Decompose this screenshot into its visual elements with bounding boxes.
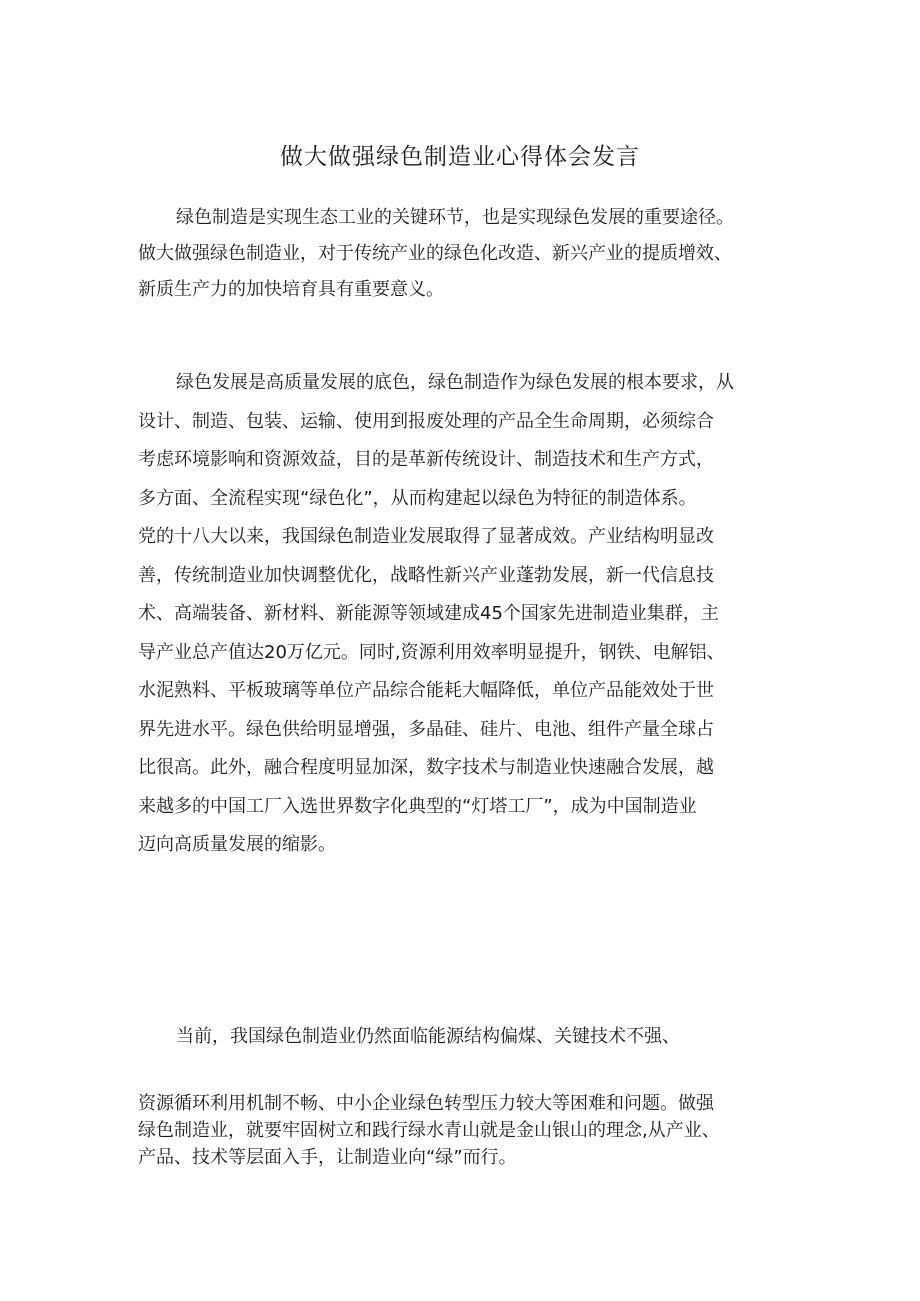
text-line: 界先进水平。绿色供给明显增强，多晶硅、硅片、电池、组件产量全球占: [138, 718, 714, 740]
text-line: 迈向高质量发展的缩影。: [138, 834, 336, 855]
text-line: 做大做强绿色制造业，对于传统产业的绿色化改造、新兴产业的提质增效、: [138, 243, 732, 264]
text-line: 水泥熟料、平板玻璃等单位产品综合能耗大幅降低，单位产品能效处于世: [138, 680, 714, 701]
text-line: 多方面、全流程实现“绿色化”，从而构建起以绿色为特征的制造体系。: [138, 487, 697, 509]
text-line: 比很高。此外，融合程度明显加深，数字技术与制造业快速融合发展，越: [138, 757, 714, 778]
text-line: 来越多的中国工厂入选世界数字化典型的“灯塔工厂”，成为中国制造业: [138, 795, 697, 817]
text-line: 善，传统制造业加快调整优化，战略性新兴产业蓬勃发展，新一代信息技: [138, 564, 714, 586]
text-line: 绿色制造业，就要牢固树立和践行绿水青山就是金山银山的理念,从产业、: [138, 1120, 720, 1141]
text-line: 党的十八大以来，我国绿色制造业发展取得了显著成效。产业结构明显改: [138, 526, 714, 547]
text-line: 导产业总产值达20万亿元。同时,资源利用效率明显提升，钢铁、电解铝、: [138, 641, 725, 663]
paragraph-challenges: [138, 1019, 798, 1055]
text-line: 绿色制造是实现生态工业的关键环节，也是实现绿色发展的重要途径。: [176, 207, 734, 228]
text-line: 新质生产力的加快培育具有重要意义。: [138, 279, 444, 300]
paragraph-approach: [138, 1090, 798, 1171]
paragraph-intro: [138, 200, 798, 308]
text-line: 产品、技术等层面入手，让制造业向“绿”而行。: [138, 1147, 517, 1168]
text-line: 设计、制造、包装、运输、使用到报废处理的产品全生命周期，必须综合: [138, 410, 714, 432]
text-line: 术、高端装备、新材料、新能源等领域建成45个国家先进制造业集群，主: [138, 603, 719, 624]
text-line: 当前，我国绿色制造业仍然面临能源结构偏煤、关键技术不强、: [176, 1026, 680, 1047]
text-line: 资源循环利用机制不畅、中小企业绿色转型压力较大等困难和问题。做强: [138, 1093, 714, 1114]
text-line: 考虑环境影响和资源效益，目的是革新传统设计、制造技术和生产方式，: [138, 449, 714, 470]
paragraph-achievements: [138, 364, 798, 865]
page-title: 做大做强绿色制造业心得体会发言: [280, 144, 640, 170]
text-line: 绿色发展是高质量发展的底色，绿色制造作为绿色发展的根本要求，从: [176, 372, 734, 393]
